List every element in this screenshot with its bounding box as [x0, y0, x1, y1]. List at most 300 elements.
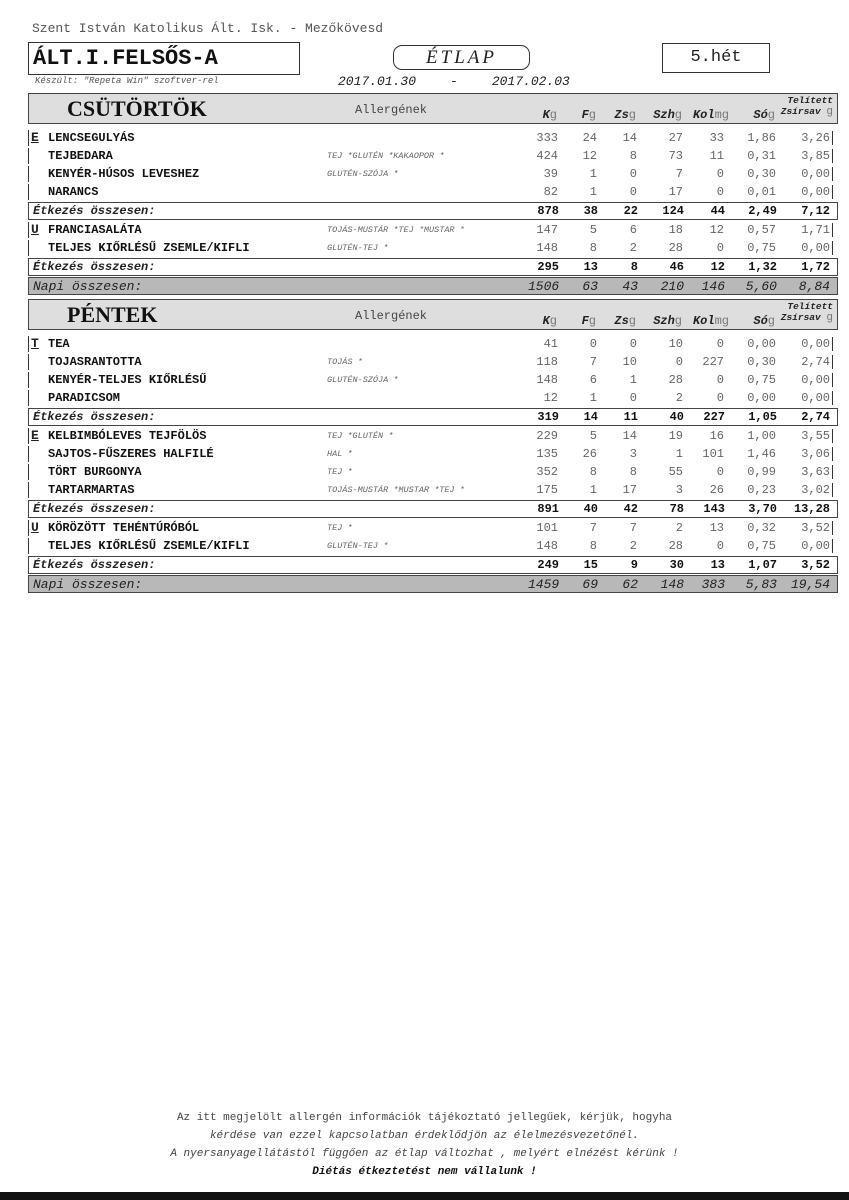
date-range	[338, 74, 604, 89]
menu-item-row	[28, 239, 838, 257]
dish-name: KELBIMBÓLEVES TEJFÖLÖS	[48, 429, 207, 443]
daily-total-value: 383	[701, 576, 725, 592]
menu-item-row	[28, 371, 838, 389]
column-label: Zs	[614, 314, 629, 328]
nutrient-value: 1	[629, 373, 637, 387]
column-label: Szh	[653, 108, 675, 122]
column-unit: g	[674, 108, 682, 122]
daily-total-row	[28, 277, 838, 295]
column-unit: g	[674, 314, 682, 328]
nutrient-value: 13	[709, 521, 724, 535]
column-label: Kol	[692, 108, 715, 122]
column-header	[582, 314, 596, 328]
nutrient-value: 148	[536, 241, 558, 255]
nutrient-value: 2	[629, 241, 637, 255]
column-header	[614, 108, 636, 122]
daily-total-label: Napi összesen:	[33, 576, 143, 592]
daily-total-value: 148	[660, 576, 684, 592]
nutrient-value: 0	[589, 337, 597, 351]
dish-name: LENCSEGULYÁS	[48, 131, 135, 145]
nutrient-value: 5	[589, 429, 597, 443]
dish-allergens: GLUTÉN-TEJ *	[327, 541, 389, 551]
dish-allergens: GLUTÉN-SZÓJA *	[327, 169, 399, 179]
menu-item-row	[28, 463, 838, 481]
meal-total-value: 13	[710, 558, 725, 572]
dish-allergens: TOJÁS-MUSTÁR *TEJ *MUSTAR *	[327, 225, 465, 235]
group-title: ÁLT.I.FELSŐS-A	[28, 42, 300, 75]
row-marker	[28, 464, 48, 480]
nutrient-value: 8	[629, 465, 637, 479]
menu-item-row	[28, 221, 838, 239]
meal-total-value: 1,07	[748, 558, 777, 572]
nutrient-value: 0	[716, 539, 724, 553]
nutrient-value: 148	[536, 539, 558, 553]
nutrient-value: 0,00	[776, 337, 833, 351]
nutrient-value: 0	[716, 185, 724, 199]
nutrient-value: 0,75	[747, 241, 776, 255]
nutrient-value: 8	[589, 465, 597, 479]
nutrient-value: 3,06	[776, 447, 833, 461]
meal-total-value: 295	[537, 260, 559, 274]
dish-name: FRANCIASALÁTA	[48, 223, 142, 237]
menu-item-row	[28, 481, 838, 499]
day-name: CSÜTÖRTÖK	[67, 96, 207, 121]
daily-total-value: 5,60	[745, 278, 777, 294]
meal-total-value: 13,28	[793, 502, 830, 516]
row-marker	[28, 538, 48, 554]
row-marker	[28, 148, 48, 164]
meal-total-value: 319	[537, 410, 559, 424]
dish-name: TOJASRANTOTTA	[48, 355, 142, 369]
meal-letter: U	[28, 520, 48, 536]
nutrient-value: 55	[668, 465, 683, 479]
nutrient-value: 12	[543, 391, 558, 405]
column-label-top: Telített	[787, 301, 833, 312]
row-marker	[28, 184, 48, 200]
nutrient-value: 229	[536, 429, 558, 443]
meal-total-value: 40	[669, 410, 684, 424]
nutrient-value: 3,63	[776, 465, 833, 479]
dish-name: NARANCS	[48, 185, 99, 199]
nutrient-value: 0,23	[747, 483, 776, 497]
nutrient-value: 0	[675, 355, 683, 369]
nutrient-value: 352	[536, 465, 558, 479]
dish-allergens: TEJ *GLUTÉN *KAKAOPOR *	[327, 151, 445, 161]
nutrient-value: 1,71	[776, 223, 833, 237]
nutrient-value: 1	[589, 391, 597, 405]
school-name: Szent István Katolikus Ált. Isk. - Mezőkövesd	[32, 21, 384, 36]
column-label: Só	[753, 314, 768, 328]
row-marker	[28, 482, 48, 498]
daily-total-value: 5,83	[745, 576, 777, 592]
column-header	[693, 314, 729, 328]
dish-name: TEA	[48, 337, 70, 351]
nutrient-value: 1	[589, 185, 597, 199]
meal-letter: U	[28, 222, 48, 238]
column-label: F	[581, 314, 589, 328]
dish-allergens: TEJ *GLUTÉN *	[327, 431, 394, 441]
nutrient-value: 2	[675, 391, 683, 405]
nutrient-value: 0	[629, 167, 637, 181]
dish-allergens: GLUTÉN-TEJ *	[327, 243, 389, 253]
meal-total-value: 30	[669, 558, 684, 572]
nutrient-value: 118	[536, 355, 558, 369]
meal-total-label: Étkezés összesen:	[33, 502, 156, 516]
meal-total-label: Étkezés összesen:	[33, 410, 156, 424]
dish-allergens: HAL *	[327, 449, 353, 459]
nutrient-value: 5	[589, 223, 597, 237]
week-label: 5.hét	[662, 43, 770, 73]
nutrient-value: 28	[668, 241, 683, 255]
column-label: F	[581, 108, 589, 122]
date-from: 2017.01.30	[338, 74, 417, 89]
meal-total-value: 1,32	[748, 260, 777, 274]
nutrient-value: 0,00	[776, 391, 833, 405]
nutrient-value: 148	[536, 373, 558, 387]
meal-total-value: 13	[583, 260, 598, 274]
nutrient-value: 7	[629, 521, 637, 535]
nutrient-value: 175	[536, 483, 558, 497]
column-label: Zsírsav	[780, 312, 821, 323]
nutrient-value: 8	[589, 539, 597, 553]
menu-item-row	[28, 183, 838, 201]
nutrient-value: 12	[582, 149, 597, 163]
nutrient-value: 0,00	[776, 167, 833, 181]
meal-total-value: 2,74	[801, 410, 830, 424]
nutrient-value: 10	[668, 337, 683, 351]
meal-letter: E	[28, 428, 48, 444]
nutrient-value: 33	[709, 131, 724, 145]
nutrient-value: 0	[716, 337, 724, 351]
nutrient-value: 12	[709, 223, 724, 237]
column-header	[582, 108, 596, 122]
column-unit: mg	[714, 108, 729, 122]
dish-name: TÖRT BURGONYA	[48, 465, 142, 479]
meal-total-label: Étkezés összesen:	[33, 204, 156, 218]
nutrient-value: 0,01	[747, 185, 776, 199]
nutrient-value: 0,00	[776, 241, 833, 255]
meal-total-value: 227	[703, 410, 725, 424]
nutrient-value: 41	[543, 337, 558, 351]
column-header	[693, 108, 729, 122]
nutrient-value: 27	[668, 131, 683, 145]
menu-item-row	[28, 537, 838, 555]
meal-total-value: 38	[583, 204, 598, 218]
menu-item-row	[28, 129, 838, 147]
nutrient-value: 101	[702, 447, 724, 461]
meal-total-value: 1,05	[748, 410, 777, 424]
dish-name: TELJES KIŐRLÉSŰ ZSEMLE/KIFLI	[48, 241, 250, 255]
dish-allergens: TEJ *	[327, 523, 353, 533]
meal-total-value: 12	[710, 260, 725, 274]
nutrient-value: 3,55	[776, 429, 833, 443]
nutrient-value: 7	[675, 167, 683, 181]
dish-name: TEJBEDARA	[48, 149, 113, 163]
day-header	[28, 93, 838, 124]
nutrient-value: 0	[629, 337, 637, 351]
daily-total-value: 43	[622, 278, 638, 294]
nutrient-value: 3,85	[776, 149, 833, 163]
daily-total-value: 62	[622, 576, 638, 592]
footer-line-3: A nyersanyagellátástól függően az étlap változhat , melyért elnézést kérünk !	[170, 1148, 679, 1160]
meal-total-value: 124	[662, 204, 684, 218]
daily-total-value: 69	[582, 576, 598, 592]
daily-total-label: Napi összesen:	[33, 278, 143, 294]
row-marker	[28, 166, 48, 182]
column-header	[543, 108, 557, 122]
daily-total-value: 210	[660, 278, 684, 294]
nutrient-value: 3,52	[776, 521, 833, 535]
column-header-satfat	[781, 95, 833, 118]
daily-total-row	[28, 575, 838, 593]
nutrient-value: 6	[589, 373, 597, 387]
meal-total-value: 3,70	[748, 502, 777, 516]
nutrient-value: 8	[589, 241, 597, 255]
column-label: Kol	[692, 314, 715, 328]
dish-allergens: TOJÁS-MUSTÁR *MUSTAR *TEJ *	[327, 485, 465, 495]
column-unit: g	[767, 108, 775, 122]
column-unit: g	[628, 314, 636, 328]
nutrient-value: 0,30	[747, 167, 776, 181]
nutrient-value: 39	[543, 167, 558, 181]
dish-allergens: GLUTÉN-SZÓJA *	[327, 375, 399, 385]
meal-total-value: 8	[630, 260, 638, 274]
row-marker	[28, 390, 48, 406]
meal-total-value: 22	[623, 204, 638, 218]
column-header	[653, 314, 682, 328]
nutrient-value: 28	[668, 539, 683, 553]
meal-total-value: 891	[537, 502, 559, 516]
nutrient-value: 0,00	[747, 337, 776, 351]
nutrient-value: 2,74	[776, 355, 833, 369]
nutrient-value: 0,75	[747, 373, 776, 387]
nutrient-value: 147	[536, 223, 558, 237]
nutrient-value: 3	[675, 483, 683, 497]
nutrient-value: 1	[589, 483, 597, 497]
menu-item-row	[28, 427, 838, 445]
nutrient-value: 26	[582, 447, 597, 461]
footer-line-4: Diétás étkeztetést nem vállalunk !	[312, 1166, 537, 1178]
menu-item-row	[28, 147, 838, 165]
nutrient-value: 3,26	[776, 131, 833, 145]
column-unit: g	[549, 108, 557, 122]
column-label: K	[542, 314, 550, 328]
meal-total-row	[28, 408, 838, 426]
nutrient-value: 101	[536, 521, 558, 535]
nutrient-value: 0,99	[747, 465, 776, 479]
nutrient-value: 1,86	[747, 131, 776, 145]
allergens-header: Allergének	[355, 103, 428, 117]
column-label: Szh	[653, 314, 675, 328]
meal-letter: E	[28, 130, 48, 146]
column-header	[543, 314, 557, 328]
column-unit: g	[826, 106, 833, 118]
nutrient-value: 0	[716, 465, 724, 479]
nutrient-value: 19	[668, 429, 683, 443]
meal-total-value: 78	[669, 502, 684, 516]
dish-name: SAJTOS-FŰSZERES HALFILÉ	[48, 447, 214, 461]
meal-total-label: Étkezés összesen:	[33, 260, 156, 274]
column-header	[653, 108, 682, 122]
column-unit: g	[588, 108, 596, 122]
footer-line-1: Az itt megjelölt allergén információk tájékoztató jellegűek, kérjük, hogyha	[176, 1112, 673, 1124]
column-unit: g	[588, 314, 596, 328]
dish-allergens: TEJ *	[327, 467, 353, 477]
nutrient-value: 7	[589, 521, 597, 535]
nutrient-value: 1	[589, 167, 597, 181]
nutrient-value: 16	[709, 429, 724, 443]
nutrient-value: 0,00	[776, 185, 833, 199]
nutrient-value: 333	[536, 131, 558, 145]
nutrient-value: 0	[716, 167, 724, 181]
nutrient-value: 3,02	[776, 483, 833, 497]
meal-total-row	[28, 202, 838, 220]
daily-total-value: 8,84	[798, 278, 830, 294]
nutrient-value: 0	[716, 391, 724, 405]
daily-total-value: 63	[582, 278, 598, 294]
footer-notice	[0, 1109, 849, 1181]
nutrient-value: 14	[622, 131, 637, 145]
dish-name: KENYÉR-HÚSOS LEVESHEZ	[48, 167, 200, 181]
meal-letter: T	[28, 336, 48, 352]
day-section	[28, 93, 838, 295]
column-header	[753, 108, 775, 122]
nutrient-value: 0,00	[747, 391, 776, 405]
nutrient-value: 6	[629, 223, 637, 237]
nutrient-value: 0	[716, 373, 724, 387]
daily-total-value: 1506	[528, 278, 560, 294]
nutrient-value: 2	[629, 539, 637, 553]
meal-total-label: Étkezés összesen:	[33, 558, 156, 572]
nutrient-value: 26	[709, 483, 724, 497]
software-note: Készült: "Repeta Win" szoftver-rel	[35, 76, 219, 86]
column-header	[614, 314, 636, 328]
row-marker	[28, 240, 48, 256]
nutrient-value: 1,46	[747, 447, 776, 461]
column-header	[753, 314, 775, 328]
nutrient-value: 1,00	[747, 429, 776, 443]
nutrient-value: 28	[668, 373, 683, 387]
meal-total-value: 2,49	[748, 204, 777, 218]
nutrient-value: 1	[675, 447, 683, 461]
nutrient-value: 0,32	[747, 521, 776, 535]
menu-item-row	[28, 519, 838, 537]
nutrient-value: 7	[589, 355, 597, 369]
meal-total-value: 46	[669, 260, 684, 274]
meal-total-value: 42	[623, 502, 638, 516]
day-section	[28, 299, 838, 593]
allergens-header: Allergének	[355, 309, 428, 323]
meal-total-value: 44	[710, 204, 725, 218]
nutrient-value: 0,57	[747, 223, 776, 237]
row-marker	[28, 354, 48, 370]
column-unit: g	[826, 312, 833, 324]
column-unit: g	[767, 314, 775, 328]
nutrient-value: 24	[582, 131, 597, 145]
column-label: Zs	[614, 108, 629, 122]
nutrient-value: 0,00	[776, 539, 833, 553]
daily-total-value: 1459	[528, 576, 560, 592]
day-name: PÉNTEK	[67, 302, 158, 327]
menu-item-row	[28, 445, 838, 463]
nutrient-value: 0,75	[747, 539, 776, 553]
nutrient-value: 3	[629, 447, 637, 461]
nutrient-value: 227	[702, 355, 724, 369]
meal-total-value: 15	[583, 558, 598, 572]
dish-name: KÖRÖZÖTT TEHÉNTÚRÓBÓL	[48, 521, 200, 535]
nutrient-value: 424	[536, 149, 558, 163]
daily-total-value: 19,54	[790, 576, 830, 592]
column-unit: mg	[714, 314, 729, 328]
dish-name: KENYÉR-TELJES KIŐRLÉSŰ	[48, 373, 207, 387]
nutrient-value: 18	[668, 223, 683, 237]
nutrient-value: 0	[716, 241, 724, 255]
nutrient-value: 2	[675, 521, 683, 535]
meal-total-value: 9	[630, 558, 638, 572]
nutrient-value: 0	[629, 391, 637, 405]
meal-total-value: 143	[703, 502, 725, 516]
nutrient-value: 10	[622, 355, 637, 369]
nutrient-value: 0	[629, 185, 637, 199]
nutrient-value: 17	[668, 185, 683, 199]
meal-total-value: 249	[537, 558, 559, 572]
menu-item-row	[28, 353, 838, 371]
meal-total-row	[28, 500, 838, 518]
column-label: Zsírsav	[780, 106, 821, 117]
meal-total-value: 3,52	[801, 558, 830, 572]
nutrient-value: 135	[536, 447, 558, 461]
menu-item-row	[28, 335, 838, 353]
document-title: ÉTLAP	[393, 45, 530, 70]
column-label-top: Telített	[787, 95, 833, 106]
meal-total-value: 7,12	[801, 204, 830, 218]
nutrient-value: 14	[622, 429, 637, 443]
column-unit: g	[628, 108, 636, 122]
day-header	[28, 299, 838, 330]
column-header-satfat	[781, 301, 833, 324]
row-marker	[28, 446, 48, 462]
row-marker	[28, 372, 48, 388]
meal-total-value: 11	[623, 410, 638, 424]
scan-edge	[0, 1192, 849, 1200]
dish-name: TARTARMARTAS	[48, 483, 135, 497]
nutrient-value: 73	[668, 149, 683, 163]
meal-total-row	[28, 556, 838, 574]
meal-total-value: 14	[583, 410, 598, 424]
meal-total-value: 1,72	[801, 260, 830, 274]
meal-total-row	[28, 258, 838, 276]
dish-name: PARADICSOM	[48, 391, 121, 405]
column-unit: g	[549, 314, 557, 328]
meal-total-value: 40	[583, 502, 598, 516]
nutrient-value: 8	[629, 149, 637, 163]
menu-item-row	[28, 389, 838, 407]
footer-line-2: kérdése van ezzel kapcsolatban érdeklődjön az élelmezésvezetőnél.	[209, 1130, 640, 1142]
column-label: K	[542, 108, 550, 122]
nutrient-value: 17	[622, 483, 637, 497]
nutrient-value: 82	[543, 185, 558, 199]
column-label: Só	[753, 108, 768, 122]
daily-total-value: 146	[701, 278, 725, 294]
dish-allergens: TOJÁS *	[327, 357, 363, 367]
date-separator: -	[450, 74, 458, 89]
date-to: 2017.02.03	[491, 74, 570, 89]
nutrient-value: 0,00	[776, 373, 833, 387]
dish-name: TELJES KIŐRLÉSŰ ZSEMLE/KIFLI	[48, 539, 250, 553]
nutrient-value: 0,31	[747, 149, 776, 163]
nutrient-value: 11	[709, 149, 724, 163]
menu-item-row	[28, 165, 838, 183]
